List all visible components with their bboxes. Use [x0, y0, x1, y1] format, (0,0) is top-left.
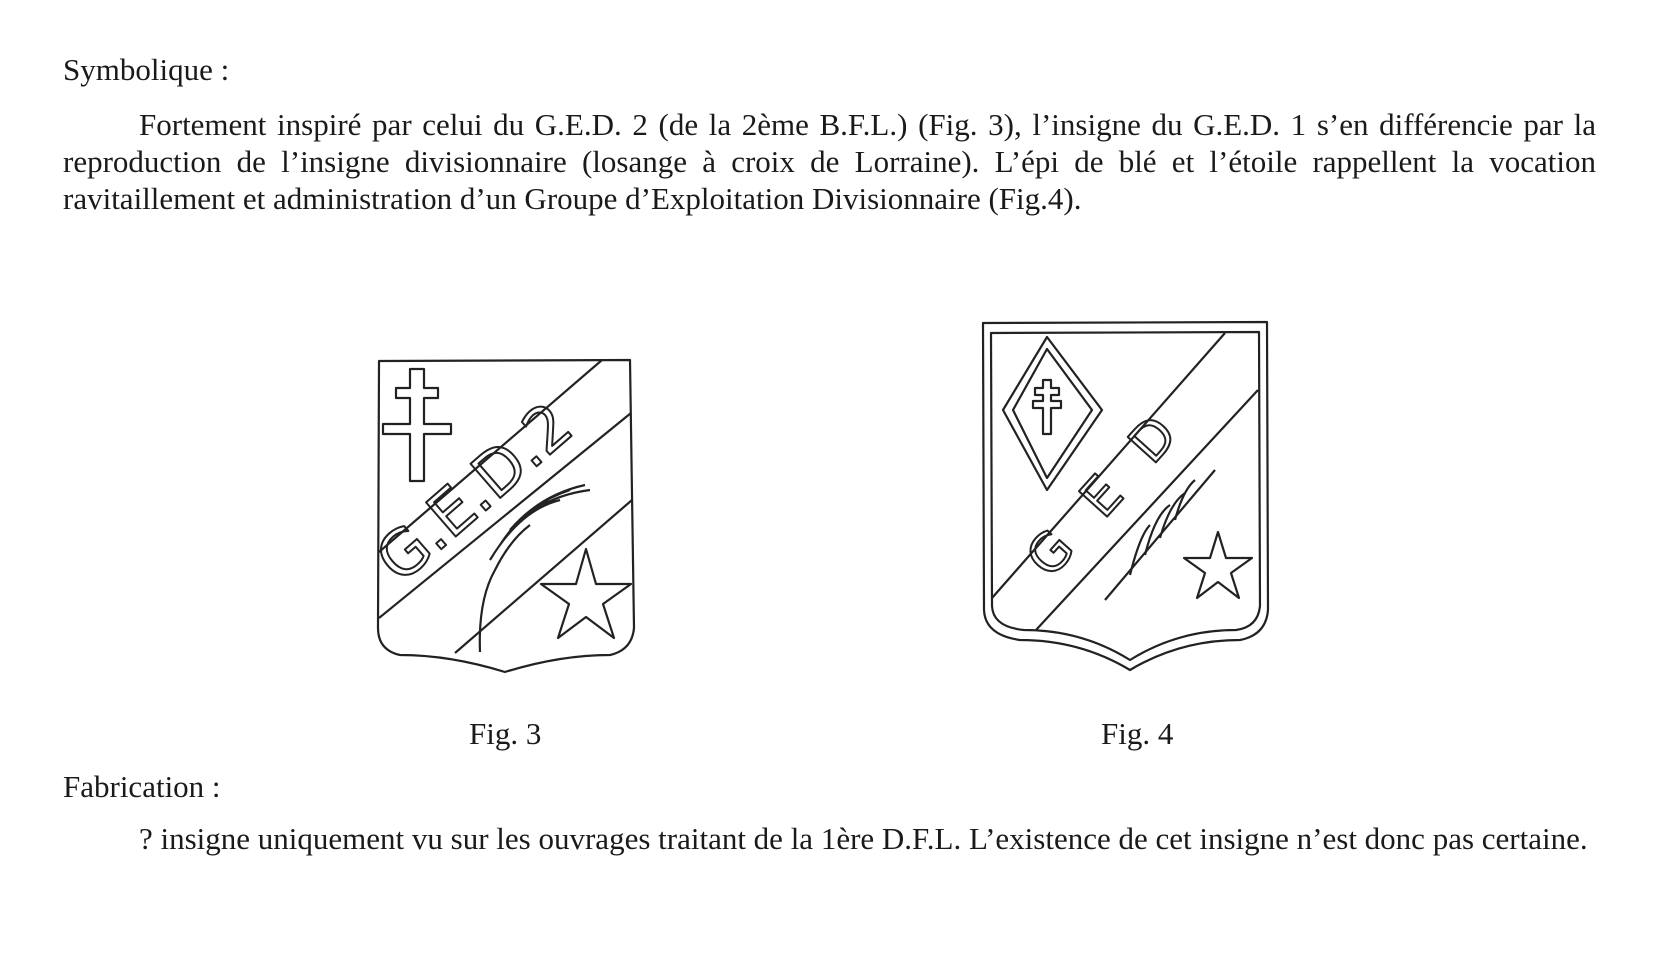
caption-fig3: Fig. 3: [469, 716, 542, 751]
heading-symbolique: Symbolique :: [63, 52, 230, 87]
paragraph-fabrication-text: ? insigne uniquement vu sur les ouvrages traitant de la 1ère D.F.L. L’existence de cet insigne n’est donc pas certaine.: [139, 821, 1588, 856]
fig4-shield-insignia: [983, 322, 1268, 670]
heading-fabrication: Fabrication :: [63, 769, 221, 804]
fig3-shield-insignia: [362, 360, 634, 672]
paragraph-fabrication: [63, 820, 1596, 857]
caption-fig4: Fig. 4: [1101, 716, 1174, 751]
svg-text:G.E.D.2: G.E.D.2: [361, 388, 587, 597]
paragraph-symbolique-text: Fortement inspiré par celui du G.E.D. 2 (de la 2ème B.F.L.) (Fig. 3), l’insigne du G.E.D. 1 s’en différencie par la reproduction de l’insigne divisionnaire (losange à croix de Lorraine). L’épi de blé et l’étoile rappellent la vocation ravitaillement et administration d’un Groupe d’Exploitation Divisionnaire (Fig.4).: [63, 107, 1596, 216]
svg-text:GED: GED: [1015, 375, 1216, 589]
